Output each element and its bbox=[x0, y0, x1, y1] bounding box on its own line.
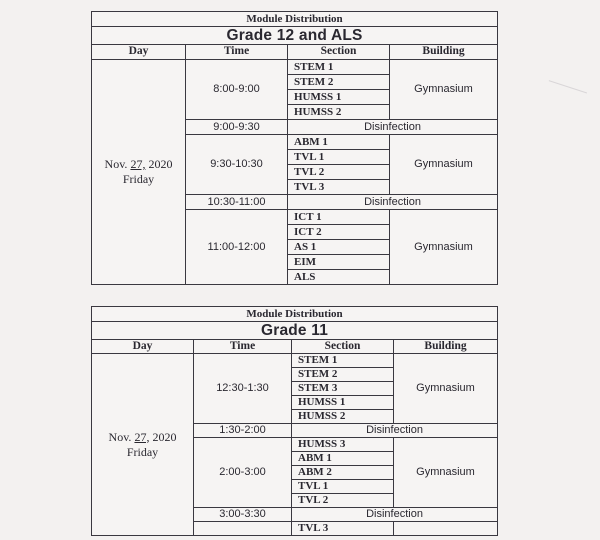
time-cell: 10:30-11:00 bbox=[186, 195, 288, 210]
section-cell: HUMSS 1 bbox=[288, 90, 390, 105]
disinfection-cell: Disinfection bbox=[288, 120, 498, 135]
grade-12-schedule-table bbox=[91, 11, 498, 285]
section-cell: STEM 3 bbox=[292, 382, 394, 396]
day-cell: Nov. 27, 2020 Friday bbox=[92, 354, 194, 536]
building-cell: Gymnasium bbox=[394, 354, 498, 424]
section-cell: EIM bbox=[288, 255, 390, 270]
section-cell: STEM 1 bbox=[288, 60, 390, 75]
table-title: Grade 11 bbox=[92, 322, 498, 340]
time-cell: 9:30-10:30 bbox=[186, 135, 288, 195]
building-cell: Gymnasium bbox=[390, 210, 498, 285]
table-caption: Module Distribution bbox=[92, 12, 498, 27]
day-cell: Nov. 27, 2020 Friday bbox=[92, 60, 186, 285]
section-cell: TVL 1 bbox=[288, 150, 390, 165]
section-cell: ABM 2 bbox=[292, 466, 394, 480]
header-section: Section bbox=[288, 45, 390, 60]
section-cell: ABM 1 bbox=[292, 452, 394, 466]
disinfection-cell: Disinfection bbox=[292, 424, 498, 438]
section-cell: HUMSS 3 bbox=[292, 438, 394, 452]
section-cell: TVL 2 bbox=[288, 165, 390, 180]
section-cell: TVL 3 bbox=[288, 180, 390, 195]
section-cell: ABM 1 bbox=[288, 135, 390, 150]
time-cell: 2:00-3:00 bbox=[194, 438, 292, 508]
header-section: Section bbox=[292, 340, 394, 354]
section-cell: AS 1 bbox=[288, 240, 390, 255]
building-cell: Gymnasium bbox=[394, 438, 498, 508]
time-cell: 11:00-12:00 bbox=[186, 210, 288, 285]
paper-mark bbox=[545, 80, 587, 105]
section-cell: ICT 2 bbox=[288, 225, 390, 240]
grade-11-schedule-table bbox=[91, 306, 498, 536]
disinfection-cell: Disinfection bbox=[288, 195, 498, 210]
header-building: Building bbox=[390, 45, 498, 60]
time-cell: 8:00-9:00 bbox=[186, 60, 288, 120]
section-cell: TVL 2 bbox=[292, 494, 394, 508]
header-time: Time bbox=[194, 340, 292, 354]
disinfection-cell: Disinfection bbox=[292, 508, 498, 522]
time-cell bbox=[194, 522, 292, 536]
section-cell: HUMSS 2 bbox=[288, 105, 390, 120]
time-cell: 1:30-2:00 bbox=[194, 424, 292, 438]
section-cell: STEM 1 bbox=[292, 354, 394, 368]
section-cell: ICT 1 bbox=[288, 210, 390, 225]
section-cell: TVL 3 bbox=[292, 522, 394, 536]
building-cell: Gymnasium bbox=[390, 135, 498, 195]
section-cell: STEM 2 bbox=[288, 75, 390, 90]
building-cell bbox=[394, 522, 498, 536]
time-cell: 12:30-1:30 bbox=[194, 354, 292, 424]
header-time: Time bbox=[186, 45, 288, 60]
table-title: Grade 12 and ALS bbox=[92, 27, 498, 45]
building-cell: Gymnasium bbox=[390, 60, 498, 120]
section-cell: TVL 1 bbox=[292, 480, 394, 494]
section-cell: ALS bbox=[288, 270, 390, 285]
section-cell: STEM 2 bbox=[292, 368, 394, 382]
time-cell: 3:00-3:30 bbox=[194, 508, 292, 522]
time-cell: 9:00-9:30 bbox=[186, 120, 288, 135]
header-day: Day bbox=[92, 45, 186, 60]
table-caption: Module Distribution bbox=[92, 307, 498, 322]
header-building: Building bbox=[394, 340, 498, 354]
header-day: Day bbox=[92, 340, 194, 354]
section-cell: HUMSS 1 bbox=[292, 396, 394, 410]
section-cell: HUMSS 2 bbox=[292, 410, 394, 424]
